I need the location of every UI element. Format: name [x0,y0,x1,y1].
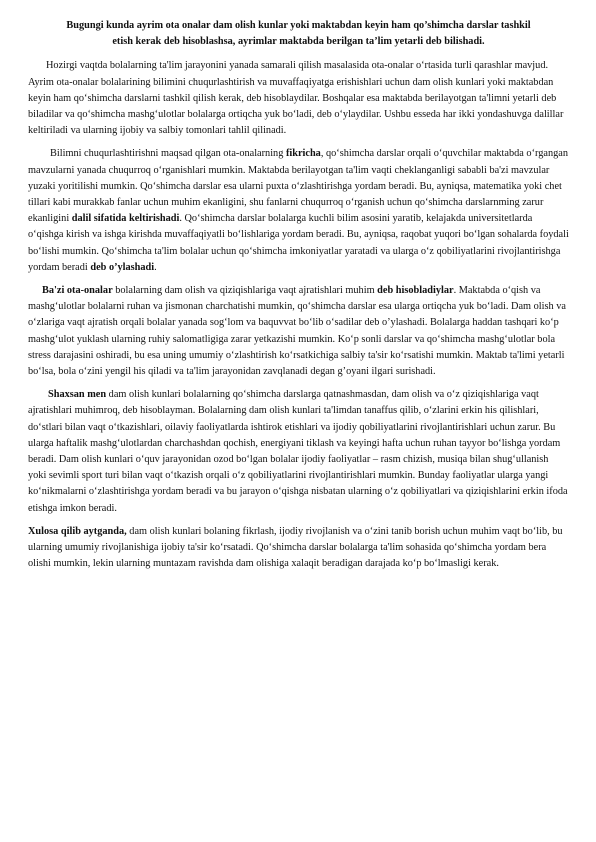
paragraph-arguments-against [28,283,569,380]
bold-run: dalil sifatida keltirishadi [71,213,180,225]
text-run: , qo‘shimcha darslar orqali o‘quvchilar maktabda o‘rgangan mavzularni yanada chuqurroq o‘rganishlari mumkin. Maktabda berilayotgan ta'lim vaqti cheklanganligi sababli ba'zi mavzular yuzaki yoritilishi mumkin. Qo‘shimcha darslar esa ularni puxta o‘zlashtirishga yordam beradi. Bu, ayniqsa, matematika yoki chet tillari kabi murakkab fanlar uchun muhim ekanligini, shu fanlarni chuqurroq o‘rganish uchun qo‘shimcha darslarnming zarur ekanligini [28,148,568,225]
document-title: Bugungi kunda ayrim ota onalar dam olish kunlar yoki maktabdan keyin ham qo’shimcha darslar tashkil etish kerak deb hisoblashsa, ayrimlar maktabda berilgan ta’lim yetarli deb bilishadi. [66,20,531,48]
text-run: dam olish kunlari bolaning fikrlash, ijodiy rivojlanish va o‘zini tanib borish uchun muhim vaqt bo‘lib, bu ularning umumiy rivojlanishiga ijobiy ta'sir ko‘rsatadi. Qo‘shimcha darslar bolalarga ta'lim sohasida qo‘shimcha yordam bera olishi mumkin, lekin ularning muntazam ravishda dam olishiga xalaqit beradigan darajada ko‘p bo‘lmasligi kerak. [28,525,563,570]
text-run: Bilimni chuqurlashtirishni maqsad qilgan ota-onalarning [50,148,286,160]
paragraph-personal-opinion [28,387,569,517]
bold-run: deb hisobladiylar [377,285,454,297]
text-run: dam olish kunlari bolalarning qo‘shimcha darslarga qatnashmasdan, dam olish va o‘z qiziqishlariga vaqt ajratishlari muhimroq, deb hisoblayman. Bolalarning dam olish kunlari ta'limdan tanaffus qilib, o‘zlarini erkin his qilishlari, do‘stlari bilan vaqt o‘tkazishlari, oilaviy faoliyatlarda ishtirok etishlari va ijodiy qobiliyatlarini rivojlantirishlari uchun zarur. Bu ularga haftalik mashg‘ulotlardan charchashdan qochish, energiyani tiklash va keyingi hafta uchun ruhan tayyor bo‘lishga yordam beradi. Dam olish kunlari o‘quv jarayonidan ozod bo‘lgan bolalar ijodiy faoliyatlar – rasm chizish, musiqa bilan shug‘ullanish yoki sevimli sport turi bilan vaqt o‘tkazish orqali o‘z qobiliyatlarini rivojlantirishlari mumkin. Bunday faoliyatlar ularga yangi ko‘nikmalarni o‘zlashtirishga yordam beradi va bu jarayon o‘qishga nisbatan ularning o‘z qobiliyatlari va qiziqishlarini erkin ifoda etishga imkon beradi. [28,389,568,514]
bold-run: fikricha [285,148,321,160]
text-run: . [154,261,157,273]
paragraph-arguments-for [28,146,569,276]
text-run: bolalarning dam olish va qiziqishlariga vaqt ajratishlari muhim [112,285,378,297]
paragraph-conclusion [28,524,569,573]
text-run: . Maktabda o‘qish va mashg‘ulotlar bolalarni ruhan va jismonan charchatishi mumkin, qo‘shimcha darslar esa ularga ortiqcha yuk bo‘ladi. Dam olish va o‘zlariga vaqt ajratish orqali bolalar yanada sog‘lom va baquvvat bo‘lib o‘sadilar deb o’ylashadi. Bolalarga haddan tashqari ko‘p mashg‘ulot yuklash ularning ruhiy salomatligiga zarar yetkazishi mumkin. Ko‘p sonli darslar va qo‘shimcha mashg‘ulotlar bola stress darajasini oshiradi, bu esa uning umumiy o‘zlashtirish ko‘rsatkichiga salbiy ta'sir ko‘rsatishi mumkin. Maktab ta'limi yetarli bo‘lsa, bola o‘zini yengil his qiladi va ta'lim jarayonidan zavqlanadi degan g’oyani ilgari surishadi. [28,285,566,378]
bold-run: Ba'zi ota-onalar [42,285,113,297]
intro-text: Hozirgi vaqtda bolalarning ta'lim jarayonini yanada samarali qilish masalasida ota-onalar o‘rtasida turli qarashlar mavjud. Ayrim ota-onalar bolalarining bilimini chuqurlashtirish va muvaffaqiyatga erishishlari uchun dam olish kunlari yoki maktabdan keyin ham qo‘shimcha darslarni tashkil qilish kerak, deb hisoblaydilar. Boshqalar esa maktabda berilayotgan ta'limni yetarli deb biladilar va qo‘shimcha mashg‘ulotlar bolalarga ortiqcha yuk bo‘ladi, deb o‘ylaydilar. Ushbu esseda har ikki yondashuvga dalillar keltiriladi va ularning ijobiy va salbiy tomonlari tahlil qilinadi. [28,60,564,137]
text-run: . Qo‘shimcha darslar bolalarga kuchli bilim asosini yaratib, kelajakda universitetlarda o‘qishga kirish va ishga kirishda muvaffaqiyatli bo‘lishlariga yordam beradi. Bu, ayniqsa, raqobat yuqori bo‘lgan sohalarda foydali bo‘lishi mumkin. Qo‘shimcha ta'lim bolalar uchun qo‘shimcha imkoniyatlar yaratadi va ularga o‘z qobiliyatlarini rivojlantirishga yordam beradi [28,213,569,273]
bold-run: Xulosa qilib aytganda, [28,525,127,537]
paragraph-intro [28,58,569,139]
bold-run: deb o’ylashadi [90,261,155,273]
bold-run: Shaxsan men [48,389,107,401]
